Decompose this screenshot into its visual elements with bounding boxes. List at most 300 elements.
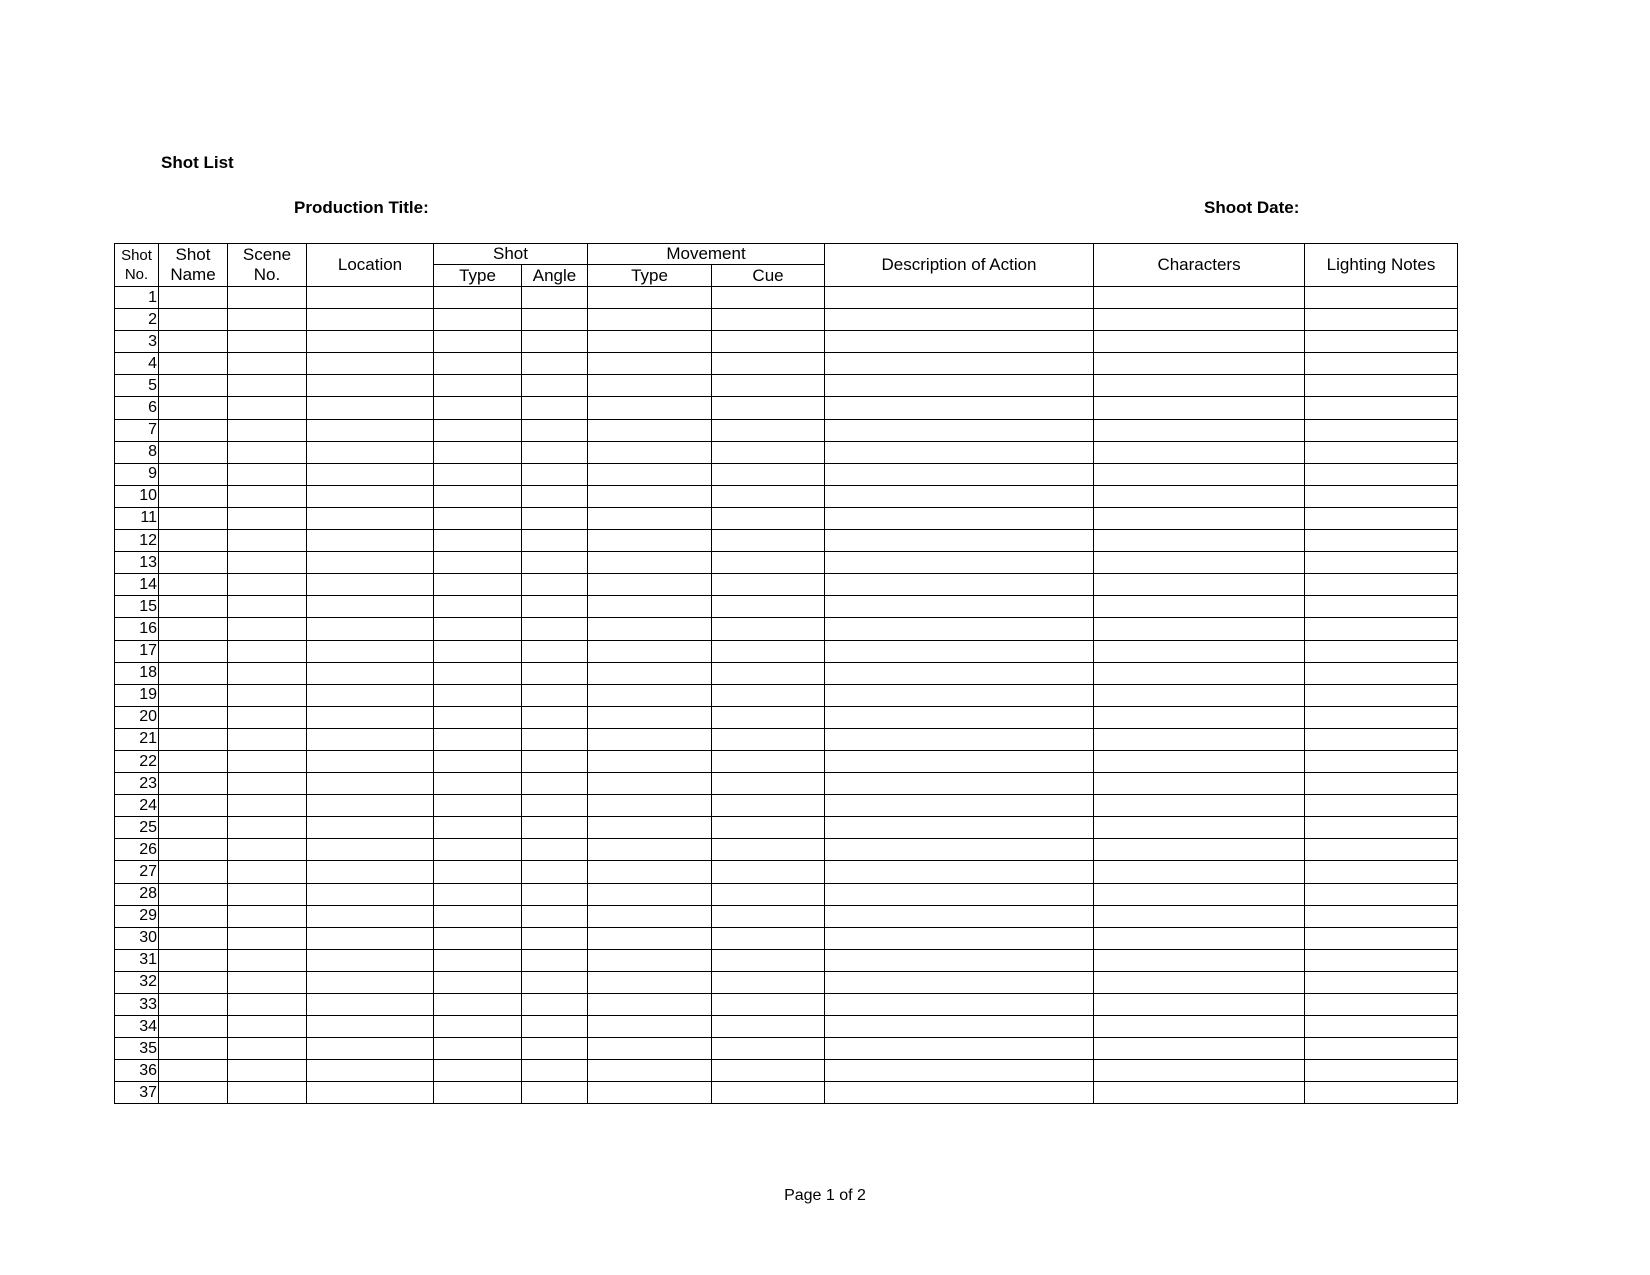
description-cell[interactable] [825,971,1094,993]
movement-cue-cell[interactable] [712,552,825,574]
characters-cell[interactable] [1094,596,1305,618]
shot-name-cell[interactable] [159,795,228,817]
description-cell[interactable] [825,728,1094,750]
shot-type-cell[interactable] [434,331,522,353]
scene-no-cell[interactable] [228,1060,307,1082]
shot-angle-cell[interactable] [522,662,588,684]
shot-angle-cell[interactable] [522,309,588,331]
movement-type-cell[interactable] [588,507,712,529]
location-cell[interactable] [307,375,434,397]
shot-type-cell[interactable] [434,309,522,331]
scene-no-cell[interactable] [228,331,307,353]
shot-angle-cell[interactable] [522,773,588,795]
scene-no-cell[interactable] [228,662,307,684]
shot-name-cell[interactable] [159,883,228,905]
shot-angle-cell[interactable] [522,419,588,441]
shot-name-cell[interactable] [159,949,228,971]
shot-type-cell[interactable] [434,353,522,375]
shot-type-cell[interactable] [434,861,522,883]
lighting-notes-cell[interactable] [1305,485,1458,507]
characters-cell[interactable] [1094,309,1305,331]
description-cell[interactable] [825,507,1094,529]
shot-type-cell[interactable] [434,640,522,662]
lighting-notes-cell[interactable] [1305,905,1458,927]
description-cell[interactable] [825,618,1094,640]
description-cell[interactable] [825,662,1094,684]
movement-type-cell[interactable] [588,773,712,795]
scene-no-cell[interactable] [228,905,307,927]
shot-angle-cell[interactable] [522,507,588,529]
movement-type-cell[interactable] [588,353,712,375]
scene-no-cell[interactable] [228,971,307,993]
shot-angle-cell[interactable] [522,706,588,728]
movement-type-cell[interactable] [588,817,712,839]
characters-cell[interactable] [1094,574,1305,596]
characters-cell[interactable] [1094,530,1305,552]
lighting-notes-cell[interactable] [1305,994,1458,1016]
movement-cue-cell[interactable] [712,397,825,419]
shot-angle-cell[interactable] [522,485,588,507]
scene-no-cell[interactable] [228,640,307,662]
movement-cue-cell[interactable] [712,1016,825,1038]
description-cell[interactable] [825,1082,1094,1104]
location-cell[interactable] [307,287,434,309]
characters-cell[interactable] [1094,861,1305,883]
scene-no-cell[interactable] [228,618,307,640]
location-cell[interactable] [307,485,434,507]
lighting-notes-cell[interactable] [1305,839,1458,861]
shot-type-cell[interactable] [434,507,522,529]
characters-cell[interactable] [1094,375,1305,397]
description-cell[interactable] [825,773,1094,795]
lighting-notes-cell[interactable] [1305,949,1458,971]
description-cell[interactable] [825,375,1094,397]
shot-type-cell[interactable] [434,773,522,795]
movement-cue-cell[interactable] [712,485,825,507]
lighting-notes-cell[interactable] [1305,530,1458,552]
characters-cell[interactable] [1094,949,1305,971]
shot-angle-cell[interactable] [522,927,588,949]
description-cell[interactable] [825,397,1094,419]
scene-no-cell[interactable] [228,375,307,397]
location-cell[interactable] [307,640,434,662]
shot-name-cell[interactable] [159,397,228,419]
scene-no-cell[interactable] [228,419,307,441]
shot-angle-cell[interactable] [522,287,588,309]
shot-name-cell[interactable] [159,375,228,397]
scene-no-cell[interactable] [228,530,307,552]
movement-cue-cell[interactable] [712,1038,825,1060]
shot-name-cell[interactable] [159,1016,228,1038]
shot-type-cell[interactable] [434,795,522,817]
shot-name-cell[interactable] [159,706,228,728]
movement-type-cell[interactable] [588,949,712,971]
scene-no-cell[interactable] [228,397,307,419]
movement-cue-cell[interactable] [712,640,825,662]
movement-cue-cell[interactable] [712,463,825,485]
characters-cell[interactable] [1094,331,1305,353]
description-cell[interactable] [825,353,1094,375]
description-cell[interactable] [825,795,1094,817]
shot-name-cell[interactable] [159,287,228,309]
lighting-notes-cell[interactable] [1305,331,1458,353]
description-cell[interactable] [825,1038,1094,1060]
location-cell[interactable] [307,331,434,353]
shot-angle-cell[interactable] [522,905,588,927]
movement-type-cell[interactable] [588,375,712,397]
characters-cell[interactable] [1094,1038,1305,1060]
location-cell[interactable] [307,441,434,463]
lighting-notes-cell[interactable] [1305,817,1458,839]
shot-angle-cell[interactable] [522,397,588,419]
movement-cue-cell[interactable] [712,1082,825,1104]
characters-cell[interactable] [1094,287,1305,309]
description-cell[interactable] [825,817,1094,839]
scene-no-cell[interactable] [228,309,307,331]
shot-angle-cell[interactable] [522,353,588,375]
scene-no-cell[interactable] [228,353,307,375]
shot-name-cell[interactable] [159,552,228,574]
movement-type-cell[interactable] [588,861,712,883]
scene-no-cell[interactable] [228,949,307,971]
shot-type-cell[interactable] [434,552,522,574]
characters-cell[interactable] [1094,463,1305,485]
location-cell[interactable] [307,397,434,419]
shot-angle-cell[interactable] [522,994,588,1016]
movement-type-cell[interactable] [588,1016,712,1038]
movement-type-cell[interactable] [588,1038,712,1060]
location-cell[interactable] [307,596,434,618]
lighting-notes-cell[interactable] [1305,706,1458,728]
location-cell[interactable] [307,817,434,839]
movement-cue-cell[interactable] [712,728,825,750]
shot-name-cell[interactable] [159,574,228,596]
scene-no-cell[interactable] [228,287,307,309]
lighting-notes-cell[interactable] [1305,640,1458,662]
movement-type-cell[interactable] [588,463,712,485]
lighting-notes-cell[interactable] [1305,927,1458,949]
lighting-notes-cell[interactable] [1305,287,1458,309]
movement-type-cell[interactable] [588,927,712,949]
location-cell[interactable] [307,1038,434,1060]
shot-angle-cell[interactable] [522,728,588,750]
location-cell[interactable] [307,574,434,596]
characters-cell[interactable] [1094,994,1305,1016]
shot-type-cell[interactable] [434,287,522,309]
location-cell[interactable] [307,905,434,927]
shot-name-cell[interactable] [159,1082,228,1104]
scene-no-cell[interactable] [228,552,307,574]
shot-name-cell[interactable] [159,773,228,795]
characters-cell[interactable] [1094,618,1305,640]
lighting-notes-cell[interactable] [1305,309,1458,331]
characters-cell[interactable] [1094,1082,1305,1104]
characters-cell[interactable] [1094,927,1305,949]
movement-type-cell[interactable] [588,839,712,861]
shot-angle-cell[interactable] [522,1038,588,1060]
lighting-notes-cell[interactable] [1305,773,1458,795]
lighting-notes-cell[interactable] [1305,1038,1458,1060]
characters-cell[interactable] [1094,662,1305,684]
lighting-notes-cell[interactable] [1305,574,1458,596]
movement-type-cell[interactable] [588,706,712,728]
movement-cue-cell[interactable] [712,971,825,993]
lighting-notes-cell[interactable] [1305,728,1458,750]
movement-type-cell[interactable] [588,728,712,750]
description-cell[interactable] [825,861,1094,883]
description-cell[interactable] [825,927,1094,949]
location-cell[interactable] [307,795,434,817]
movement-type-cell[interactable] [588,971,712,993]
location-cell[interactable] [307,883,434,905]
location-cell[interactable] [307,353,434,375]
location-cell[interactable] [307,949,434,971]
movement-cue-cell[interactable] [712,905,825,927]
lighting-notes-cell[interactable] [1305,397,1458,419]
scene-no-cell[interactable] [228,1016,307,1038]
characters-cell[interactable] [1094,684,1305,706]
shot-name-cell[interactable] [159,419,228,441]
shot-name-cell[interactable] [159,662,228,684]
scene-no-cell[interactable] [228,817,307,839]
lighting-notes-cell[interactable] [1305,750,1458,772]
movement-cue-cell[interactable] [712,773,825,795]
scene-no-cell[interactable] [228,839,307,861]
lighting-notes-cell[interactable] [1305,463,1458,485]
shot-angle-cell[interactable] [522,684,588,706]
scene-no-cell[interactable] [228,994,307,1016]
shot-angle-cell[interactable] [522,331,588,353]
movement-cue-cell[interactable] [712,949,825,971]
shot-name-cell[interactable] [159,640,228,662]
shot-angle-cell[interactable] [522,596,588,618]
shot-name-cell[interactable] [159,463,228,485]
movement-cue-cell[interactable] [712,750,825,772]
movement-type-cell[interactable] [588,574,712,596]
shot-type-cell[interactable] [434,530,522,552]
shot-name-cell[interactable] [159,994,228,1016]
description-cell[interactable] [825,750,1094,772]
location-cell[interactable] [307,684,434,706]
shot-name-cell[interactable] [159,839,228,861]
shot-type-cell[interactable] [434,1082,522,1104]
lighting-notes-cell[interactable] [1305,507,1458,529]
characters-cell[interactable] [1094,441,1305,463]
description-cell[interactable] [825,994,1094,1016]
movement-type-cell[interactable] [588,994,712,1016]
shot-name-cell[interactable] [159,905,228,927]
shot-type-cell[interactable] [434,750,522,772]
description-cell[interactable] [825,1016,1094,1038]
shot-type-cell[interactable] [434,994,522,1016]
lighting-notes-cell[interactable] [1305,1082,1458,1104]
shot-angle-cell[interactable] [522,441,588,463]
description-cell[interactable] [825,309,1094,331]
description-cell[interactable] [825,552,1094,574]
lighting-notes-cell[interactable] [1305,795,1458,817]
shot-angle-cell[interactable] [522,817,588,839]
lighting-notes-cell[interactable] [1305,441,1458,463]
movement-cue-cell[interactable] [712,861,825,883]
shot-angle-cell[interactable] [522,463,588,485]
shot-type-cell[interactable] [434,662,522,684]
shot-name-cell[interactable] [159,817,228,839]
movement-type-cell[interactable] [588,883,712,905]
shot-angle-cell[interactable] [522,552,588,574]
characters-cell[interactable] [1094,353,1305,375]
movement-type-cell[interactable] [588,905,712,927]
location-cell[interactable] [307,706,434,728]
shot-type-cell[interactable] [434,839,522,861]
movement-type-cell[interactable] [588,552,712,574]
shot-type-cell[interactable] [434,596,522,618]
shot-type-cell[interactable] [434,1038,522,1060]
description-cell[interactable] [825,949,1094,971]
movement-type-cell[interactable] [588,684,712,706]
movement-type-cell[interactable] [588,1060,712,1082]
movement-cue-cell[interactable] [712,839,825,861]
movement-type-cell[interactable] [588,618,712,640]
location-cell[interactable] [307,994,434,1016]
shot-name-cell[interactable] [159,596,228,618]
movement-cue-cell[interactable] [712,706,825,728]
scene-no-cell[interactable] [228,795,307,817]
scene-no-cell[interactable] [228,507,307,529]
shot-name-cell[interactable] [159,309,228,331]
movement-cue-cell[interactable] [712,441,825,463]
shot-name-cell[interactable] [159,927,228,949]
shot-name-cell[interactable] [159,353,228,375]
movement-cue-cell[interactable] [712,331,825,353]
description-cell[interactable] [825,596,1094,618]
shot-name-cell[interactable] [159,684,228,706]
shot-angle-cell[interactable] [522,618,588,640]
scene-no-cell[interactable] [228,684,307,706]
location-cell[interactable] [307,971,434,993]
movement-cue-cell[interactable] [712,353,825,375]
scene-no-cell[interactable] [228,750,307,772]
shot-angle-cell[interactable] [522,883,588,905]
characters-cell[interactable] [1094,728,1305,750]
characters-cell[interactable] [1094,750,1305,772]
movement-cue-cell[interactable] [712,883,825,905]
movement-cue-cell[interactable] [712,530,825,552]
scene-no-cell[interactable] [228,883,307,905]
shot-type-cell[interactable] [434,397,522,419]
lighting-notes-cell[interactable] [1305,596,1458,618]
description-cell[interactable] [825,574,1094,596]
characters-cell[interactable] [1094,971,1305,993]
location-cell[interactable] [307,1016,434,1038]
shot-type-cell[interactable] [434,949,522,971]
movement-cue-cell[interactable] [712,994,825,1016]
description-cell[interactable] [825,419,1094,441]
lighting-notes-cell[interactable] [1305,375,1458,397]
shot-type-cell[interactable] [434,375,522,397]
movement-type-cell[interactable] [588,795,712,817]
description-cell[interactable] [825,905,1094,927]
shot-angle-cell[interactable] [522,1016,588,1038]
characters-cell[interactable] [1094,397,1305,419]
scene-no-cell[interactable] [228,596,307,618]
shot-angle-cell[interactable] [522,574,588,596]
movement-cue-cell[interactable] [712,419,825,441]
location-cell[interactable] [307,728,434,750]
shot-angle-cell[interactable] [522,530,588,552]
shot-type-cell[interactable] [434,441,522,463]
shot-name-cell[interactable] [159,971,228,993]
movement-cue-cell[interactable] [712,795,825,817]
location-cell[interactable] [307,618,434,640]
location-cell[interactable] [307,1060,434,1082]
movement-type-cell[interactable] [588,640,712,662]
shot-angle-cell[interactable] [522,640,588,662]
location-cell[interactable] [307,662,434,684]
location-cell[interactable] [307,463,434,485]
movement-cue-cell[interactable] [712,684,825,706]
scene-no-cell[interactable] [228,1038,307,1060]
movement-cue-cell[interactable] [712,375,825,397]
movement-type-cell[interactable] [588,287,712,309]
movement-cue-cell[interactable] [712,309,825,331]
shot-angle-cell[interactable] [522,1082,588,1104]
description-cell[interactable] [825,684,1094,706]
lighting-notes-cell[interactable] [1305,883,1458,905]
shot-type-cell[interactable] [434,706,522,728]
movement-cue-cell[interactable] [712,507,825,529]
description-cell[interactable] [825,485,1094,507]
location-cell[interactable] [307,530,434,552]
description-cell[interactable] [825,839,1094,861]
movement-type-cell[interactable] [588,331,712,353]
location-cell[interactable] [307,839,434,861]
location-cell[interactable] [307,1082,434,1104]
movement-type-cell[interactable] [588,441,712,463]
location-cell[interactable] [307,419,434,441]
location-cell[interactable] [307,309,434,331]
shot-name-cell[interactable] [159,1060,228,1082]
movement-cue-cell[interactable] [712,1060,825,1082]
shot-type-cell[interactable] [434,574,522,596]
characters-cell[interactable] [1094,795,1305,817]
scene-no-cell[interactable] [228,1082,307,1104]
shot-name-cell[interactable] [159,618,228,640]
shot-name-cell[interactable] [159,530,228,552]
lighting-notes-cell[interactable] [1305,662,1458,684]
characters-cell[interactable] [1094,839,1305,861]
characters-cell[interactable] [1094,552,1305,574]
movement-cue-cell[interactable] [712,817,825,839]
characters-cell[interactable] [1094,640,1305,662]
shot-type-cell[interactable] [434,419,522,441]
shot-name-cell[interactable] [159,441,228,463]
lighting-notes-cell[interactable] [1305,1016,1458,1038]
scene-no-cell[interactable] [228,463,307,485]
shot-type-cell[interactable] [434,927,522,949]
lighting-notes-cell[interactable] [1305,1060,1458,1082]
shot-name-cell[interactable] [159,331,228,353]
shot-angle-cell[interactable] [522,795,588,817]
movement-cue-cell[interactable] [712,927,825,949]
shot-name-cell[interactable] [159,1038,228,1060]
movement-cue-cell[interactable] [712,662,825,684]
characters-cell[interactable] [1094,1016,1305,1038]
movement-cue-cell[interactable] [712,574,825,596]
characters-cell[interactable] [1094,817,1305,839]
characters-cell[interactable] [1094,706,1305,728]
shot-angle-cell[interactable] [522,750,588,772]
lighting-notes-cell[interactable] [1305,684,1458,706]
